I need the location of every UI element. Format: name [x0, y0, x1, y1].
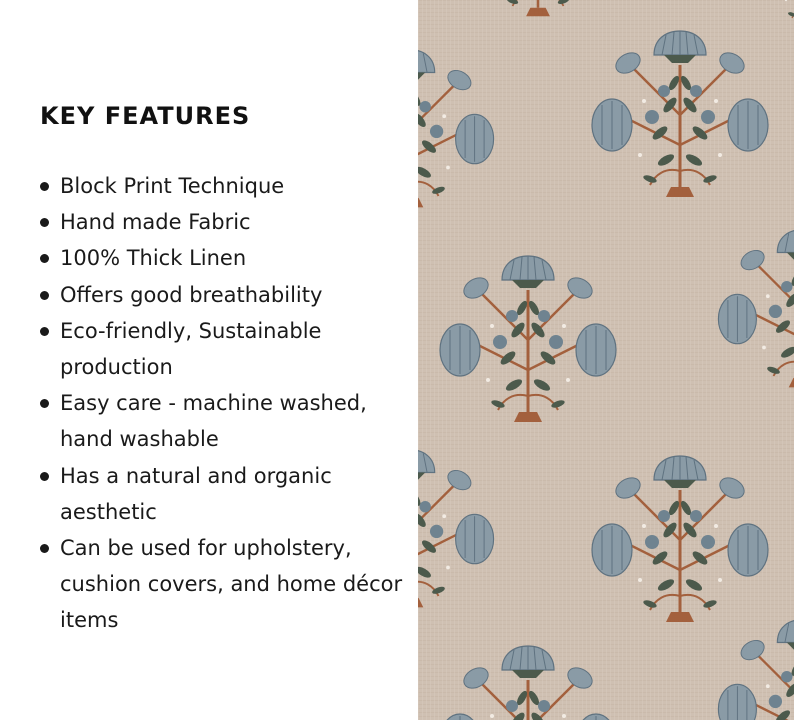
feature-item [40, 168, 410, 204]
feature-item [40, 458, 410, 530]
feature-text: Easy care - machine washed, hand washable [60, 391, 367, 452]
bullet-icon [40, 327, 49, 336]
fabric-image [418, 0, 794, 720]
bullet-icon [40, 544, 49, 553]
feature-text: Hand made Fabric [60, 210, 251, 235]
bullet-icon [40, 218, 49, 227]
bullet-icon [40, 254, 49, 263]
key-features-heading: KEY FEATURES [40, 102, 251, 130]
features-list [40, 168, 410, 639]
feature-text: Eco-friendly, Sustainable production [60, 318, 322, 380]
feature-text: Block Print Technique [60, 174, 285, 198]
feature-text: Has a natural and organic aesthetic [60, 463, 332, 524]
floral-fabric-pattern [418, 0, 794, 720]
bullet-icon [40, 182, 49, 191]
feature-item [40, 530, 410, 639]
bullet-icon [40, 399, 49, 408]
feature-item [40, 204, 410, 240]
bullet-icon [40, 291, 49, 300]
feature-text: Offers good breathability [60, 282, 323, 307]
bullet-icon [40, 472, 49, 481]
feature-text: 100% Thick Linen [60, 246, 247, 271]
feature-item [40, 313, 410, 385]
feature-item [40, 240, 410, 276]
feature-item [40, 277, 410, 313]
feature-text: Can be used for upholstery, cushion covers, and home décor items [60, 536, 403, 633]
feature-item [40, 385, 410, 457]
